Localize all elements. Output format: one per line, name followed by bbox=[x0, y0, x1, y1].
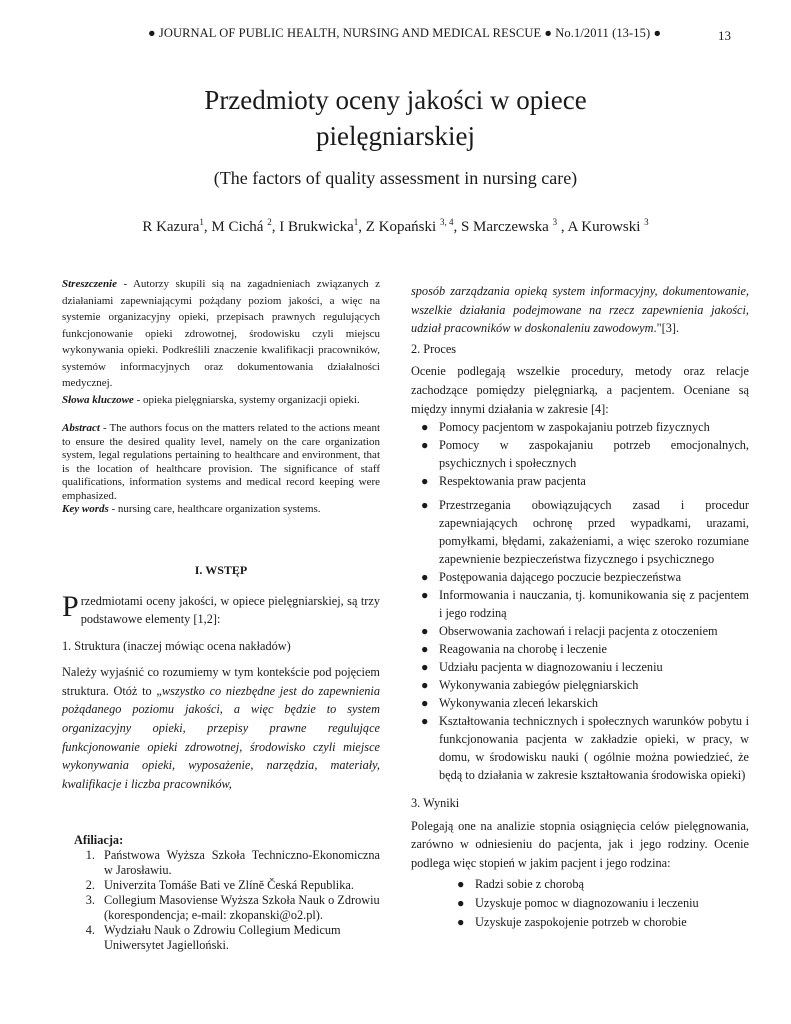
list-item: ● Pomocy pacjentom w zaspokajaniu potrzeb fizycznych bbox=[421, 420, 710, 435]
abstract-text: - The authors focus on the matters related to the actions meant to ensure the desired quality level, namely on the care organization system, legal regulations pertaining to healthcare and environment, that is the location of healthcare provision. The significance of staff qualifications, information systems and medical record keeping were emphasized. bbox=[62, 422, 380, 502]
bullet-icon: ● bbox=[421, 660, 429, 675]
affiliation-item: 4. Wydziału Nauk o Zdrowiu Collegium Medicum Uniwersytet Jagielloński. bbox=[98, 923, 380, 953]
author-affiliation-mark: 1 bbox=[353, 217, 359, 227]
list-item: ● Reagowania na chorobę i leczenie bbox=[421, 642, 607, 657]
author-name: R Kazura bbox=[142, 219, 200, 235]
definition-citation: ."[3]. bbox=[653, 321, 680, 336]
struktura-quote: wszystko co niezbędne jest do zapewnienia pożądanego poziomu jakości, a więc będzie to system organizacyjny opieki, przepisy prawne regulujące funkcjonowanie opieki zdrowotnej, środowisko czyli miejsce wykonywania opieki, wyposażenie, narzędzia, materiały, kwalifikacje i liczba pracowników, bbox=[62, 683, 381, 791]
bullet-icon: ● bbox=[421, 588, 429, 603]
affiliation-block bbox=[62, 833, 380, 953]
wyniki-heading: 3. Wyniki bbox=[411, 796, 460, 811]
key-words-text: - nursing care, healthcare organization systems. bbox=[108, 503, 321, 515]
bullet-icon: ● bbox=[457, 914, 465, 929]
bullet-icon: ● bbox=[421, 570, 429, 585]
list-item: ● Wykonywania zabiegów pielęgniarskich bbox=[421, 678, 639, 693]
proces-heading: 2. Proces bbox=[411, 341, 457, 356]
streszczenie-label: Streszczenie bbox=[62, 278, 117, 290]
author-name: , M Cichá bbox=[203, 219, 268, 235]
intro-paragraph bbox=[62, 589, 380, 629]
affiliation-title: Afiliacja: bbox=[74, 833, 124, 848]
bullet-icon: ● bbox=[457, 895, 465, 910]
list-item: ● Informowania i nauczania, tj. komunikowania się z pacjentem i jego rodziną bbox=[421, 588, 749, 621]
left-column bbox=[62, 276, 380, 953]
struktura-paragraph bbox=[62, 663, 380, 793]
bullet-icon: ● bbox=[421, 678, 429, 693]
definition-continuation bbox=[411, 282, 749, 338]
author-list bbox=[60, 217, 731, 236]
author-affiliation-mark: 1 bbox=[199, 217, 204, 227]
list-item: ● Obserwowania zachowań i relacji pacjenta z otoczeniem bbox=[421, 624, 718, 639]
struktura-text: Należy wyjaśnić co rozumiemy w tym kontekście pod pojęciem struktura. Otóż to „ bbox=[62, 665, 380, 698]
list-item: ● Radzi sobie z chorobą bbox=[475, 875, 749, 894]
streszczenie-paragraph bbox=[62, 276, 380, 392]
list-item: ● Pomocy w zaspokajaniu potrzeb emocjonalnych, psychicznych i społecznych bbox=[421, 438, 749, 471]
affiliation-item: 3. Collegium Masoviense Wyższa Szkoła Nauk o Zdrowiu (korespondencja; e-mail: zkopanski@o2.pl). bbox=[98, 893, 380, 923]
list-item: ● Uzyskuje pomoc w diagnozowaniu i leczeniu bbox=[475, 894, 749, 913]
author-affiliation-mark: 3, 4 bbox=[439, 217, 454, 227]
drop-cap: P bbox=[62, 589, 79, 623]
proces-paragraph: Ocenie podlegają wszelkie procedury, metody oraz relacje zachodzące pomiędzy pielęgniarką, a pacjentem. Oceniane są między innymi działania w zakresie [4]: bbox=[411, 364, 749, 416]
struktura-heading: 1. Struktura (inaczej mówiąc ocena nakładów) bbox=[62, 638, 291, 653]
author-name: , I Brukwicka bbox=[271, 219, 354, 235]
bullet-icon: ● bbox=[421, 498, 429, 513]
right-column bbox=[411, 282, 749, 932]
author-name: , A Kurowski bbox=[557, 219, 645, 235]
article-title bbox=[80, 82, 711, 154]
list-item: ● Wykonywania zleceń lekarskich bbox=[421, 696, 599, 711]
streszczenie-text: - Autorzy skupili sią na zagadnieniach związanych z działaniami zapewniającymi pożądany poziom jakości, a więc na systemie organizacyjny opieki, przepisach prawnych regulujących funkcjonowanie opieki zdrowotnej, środowisku czyli miejscu wykonywania opieki. Podkreślili znaczenie kwalifikacji pracowników, systemów informacyjnych oraz dokumentowania działalności medycznej. bbox=[62, 278, 380, 389]
author-affiliation-mark: 3 bbox=[552, 217, 558, 227]
affiliation-list bbox=[62, 848, 380, 953]
proces-list bbox=[411, 418, 749, 784]
bullet-icon: ● bbox=[457, 876, 465, 891]
author-name: , Z Kopański bbox=[358, 219, 440, 235]
title-line-2: pielęgniarskiej bbox=[316, 121, 475, 151]
wyniki-list bbox=[411, 875, 749, 932]
affiliation-item: 2. Univerzita Tomáše Bati ve Zlíně Česká Republika. bbox=[98, 878, 380, 893]
wyniki-paragraph: Polegają one na analizie stopnia osiągnięcia celów pielęgnowania, zarówno w odniesieniu do pacjenta, jak i jego rodziny. Ocenie podlega więc stopień w jakim pacjent i jego rodzina: bbox=[411, 818, 749, 870]
bullet-icon: ● bbox=[421, 714, 429, 729]
article-subtitle: (The factors of quality assessment in nursing care) bbox=[213, 168, 578, 188]
title-line-1: Przedmioty oceny jakości w opiece bbox=[204, 85, 587, 115]
section-heading-wstep: I. WSTĘP bbox=[194, 562, 248, 577]
page-number: 13 bbox=[718, 28, 731, 43]
list-item: ● Udziału pacjenta w diagnozowaniu i leczeniu bbox=[421, 660, 663, 675]
author-name: , S Marczewska bbox=[453, 219, 553, 235]
slowa-kluczowe-text: - opieka pielęgniarska, systemy organizacji opieki. bbox=[133, 393, 360, 406]
list-item: ● Respektowania praw pacjenta bbox=[421, 474, 586, 489]
list-item: ● Przestrzegania obowiązujących zasad i procedur zapewniających ochronę przed wypadkami, urazami, pomyłkami, błędami, zakażeniami, a więc szeroko rozumiane zapewnienie bezpieczeństwa fizycznego i psychicznego bbox=[421, 498, 749, 567]
key-words-label: Key words bbox=[62, 503, 109, 515]
bullet-icon: ● bbox=[421, 642, 429, 657]
bullet-icon: ● bbox=[421, 474, 429, 489]
slowa-kluczowe-label: Słowa kluczowe bbox=[62, 393, 134, 406]
author-affiliation-mark: 3 bbox=[644, 217, 649, 227]
abstract-label: Abstract bbox=[62, 422, 100, 434]
bullet-icon: ● bbox=[421, 438, 429, 453]
bullet-icon: ● bbox=[421, 624, 429, 639]
author-affiliation-mark: 2 bbox=[267, 217, 272, 227]
affiliation-item: 1. Państwowa Wyższa Szkoła Techniczno-Ekonomiczna w Jarosławiu. bbox=[98, 848, 380, 878]
key-words-paragraph bbox=[62, 503, 380, 517]
list-item: ● Uzyskuje zaspokojenie potrzeb w chorobie bbox=[475, 913, 749, 932]
list-item: ● Postępowania dającego poczucie bezpieczeństwa bbox=[421, 570, 682, 585]
slowa-kluczowe-paragraph bbox=[62, 392, 380, 409]
bullet-icon: ● bbox=[421, 696, 429, 711]
intro-text: rzedmiotami oceny jakości, w opiece pielęgniarskiej, są trzy podstawowe elementy [1,2]: bbox=[80, 593, 380, 627]
journal-header: ● JOURNAL OF PUBLIC HEALTH, NURSING AND MEDICAL RESCUE ● No.1/2011 (13-15) ● bbox=[148, 26, 662, 40]
bullet-icon: ● bbox=[421, 420, 429, 435]
definition-quote: sposób zarządzania opieką system informacyjny, dokumentowanie, wszelkie działania podejmowane na rzecz zapewnienia jakości, udział pracowników w doskonaleniu zawodowym bbox=[411, 284, 749, 336]
list-item: ● Kształtowania technicznych i społecznych warunków pobytu i funkcjonowania pacjenta w zakładzie opieki, w pracy, w domu, w środowisku nauki ( ogólnie można powiedzieć, że będą to działania w zakresie kształtowania środowiska opieki) bbox=[421, 714, 749, 783]
abstract-paragraph bbox=[62, 422, 380, 503]
